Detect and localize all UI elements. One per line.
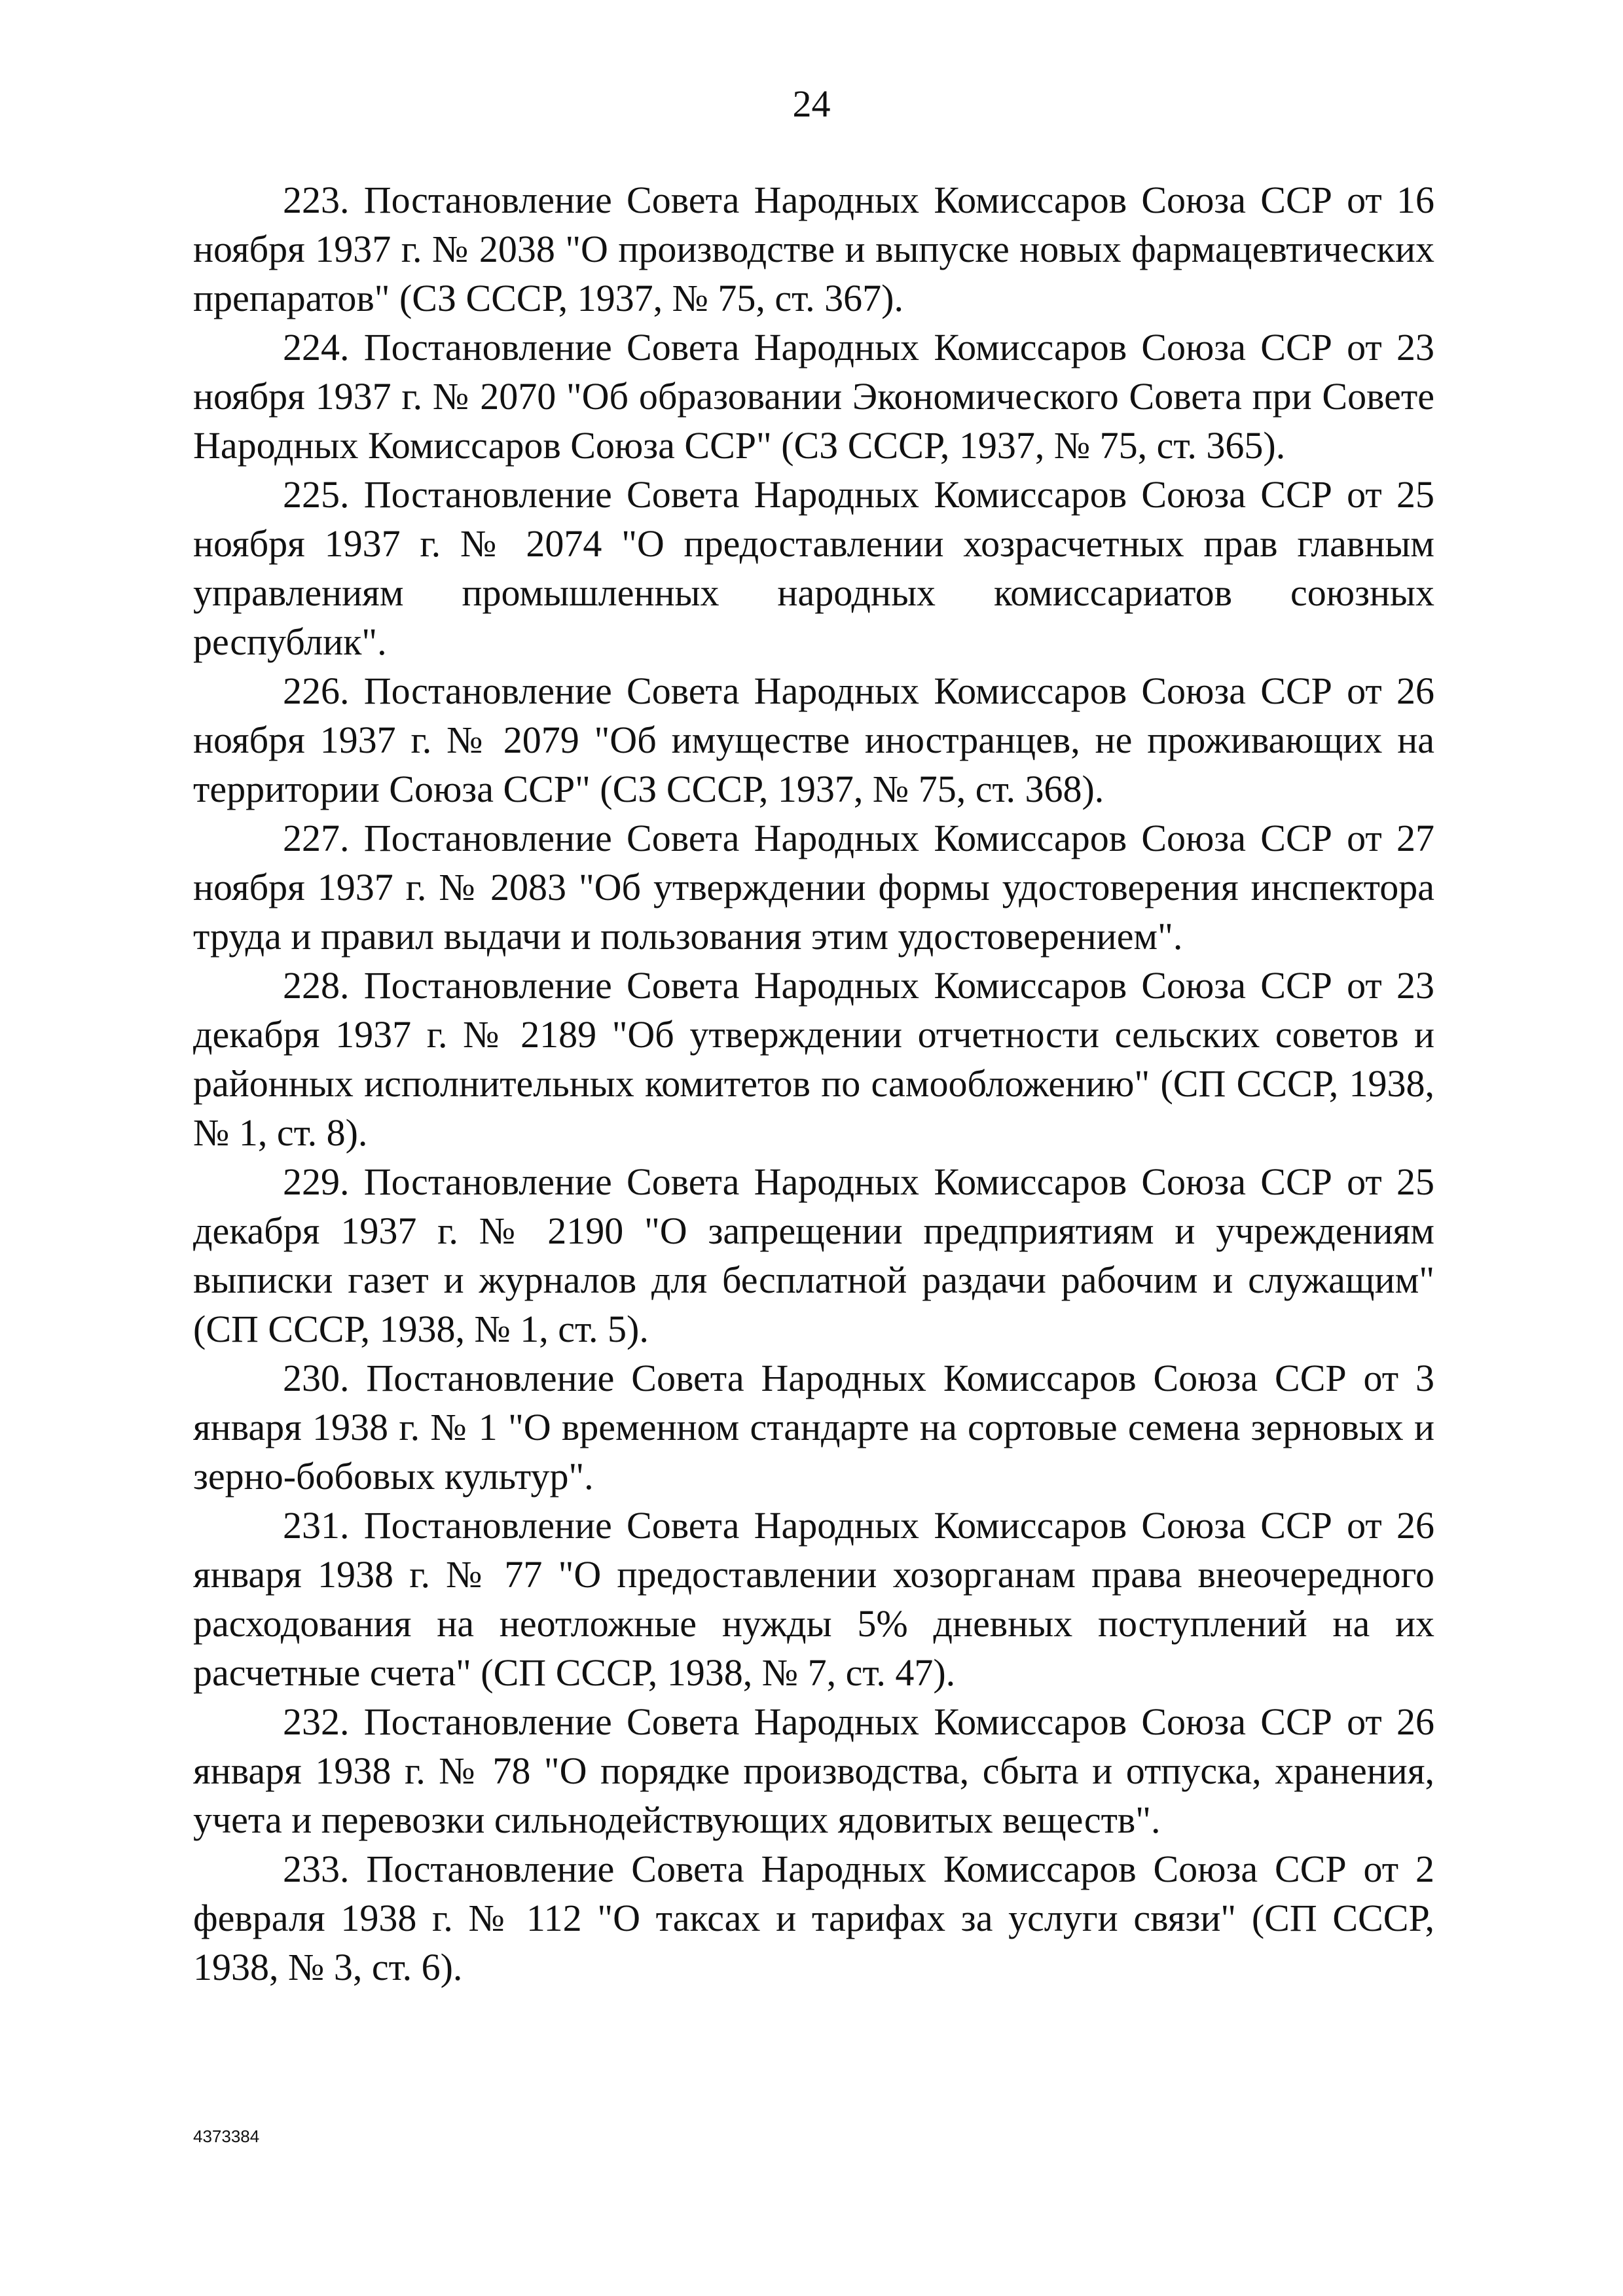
list-item-224: 224. Постановление Совета Народных Комиссаров Союза ССР от 23 ноября 1937 г. № 2070 "Об образовании Экономического Совета при Совете Народных Комиссаров Союза ССР" (СЗ СССР, 1937, № 75, ст. 365). (193, 326, 1434, 467)
list-item-228: 228. Постановление Совета Народных Комиссаров Союза ССР от 23 декабря 1937 г. № 2189 "Об утверждении отчетности сельских советов и районных исполнительных комитетов по самообложению" (СП СССР, 1938, № 1, ст. 8). (193, 964, 1434, 1154)
list-item-227: 227. Постановление Совета Народных Комиссаров Союза ССР от 27 ноября 1937 г. № 2083 "Об утверждении формы удостоверения инспектора труда и правил выдачи и пользования этим удостоверением". (193, 817, 1434, 958)
list-item-225: 225. Постановление Совета Народных Комиссаров Союза ССР от 25 ноября 1937 г. № 2074 "О предоставлении хозрасчетных прав главным управлениям промышленных народных комиссариатов союзных республик". (193, 473, 1434, 663)
page-number: 24 (792, 82, 831, 125)
list-item-230: 230. Постановление Совета Народных Комиссаров Союза ССР от 3 января 1938 г. № 1 "О временном стандарте на сортовые семена зерновых и зерно-бобовых культур". (193, 1357, 1434, 1498)
list-item-232: 232. Постановление Совета Народных Комиссаров Союза ССР от 26 января 1938 г. № 78 "О порядке производства, сбыта и отпуска, хранения, учета и перевозки сильнодействующих ядовитых веществ". (193, 1700, 1434, 1841)
list-item-223: 223. Постановление Совета Народных Комиссаров Союза ССР от 16 ноября 1937 г. № 2038 "О производстве и выпуске новых фармацевтических препаратов" (СЗ СССР, 1937, № 75, ст. 367). (193, 179, 1434, 319)
list-item-233: 233. Постановление Совета Народных Комиссаров Союза ССР от 2 февраля 1938 г. № 112 "О таксах и тарифах за услуги связи" (СП СССР, 1938, № 3, ст. 6). (193, 1848, 1434, 1988)
document-code: 4373384 (193, 2126, 260, 2146)
document-body (193, 175, 1434, 1992)
list-item-231: 231. Постановление Совета Народных Комиссаров Союза ССР от 26 января 1938 г. № 77 "О предоставлении хозорганам права внеочередного расходования на неотложные нужды 5% дневных поступлений на их расчетные счета" (СП СССР, 1938, № 7, ст. 47). (193, 1504, 1434, 1694)
list-item-229: 229. Постановление Совета Народных Комиссаров Союза ССР от 25 декабря 1937 г. № 2190 "О запрещении предприятиям и учреждениям выписки газет и журналов для бесплатной раздачи рабочим и служащим" (СП СССР, 1938, № 1, ст. 5). (193, 1160, 1434, 1350)
list-item-226: 226. Постановление Совета Народных Комиссаров Союза ССР от 26 ноября 1937 г. № 2079 "Об имуществе иностранцев, не проживающих на территории Союза ССР" (СЗ СССР, 1937, № 75, ст. 368). (193, 670, 1434, 810)
